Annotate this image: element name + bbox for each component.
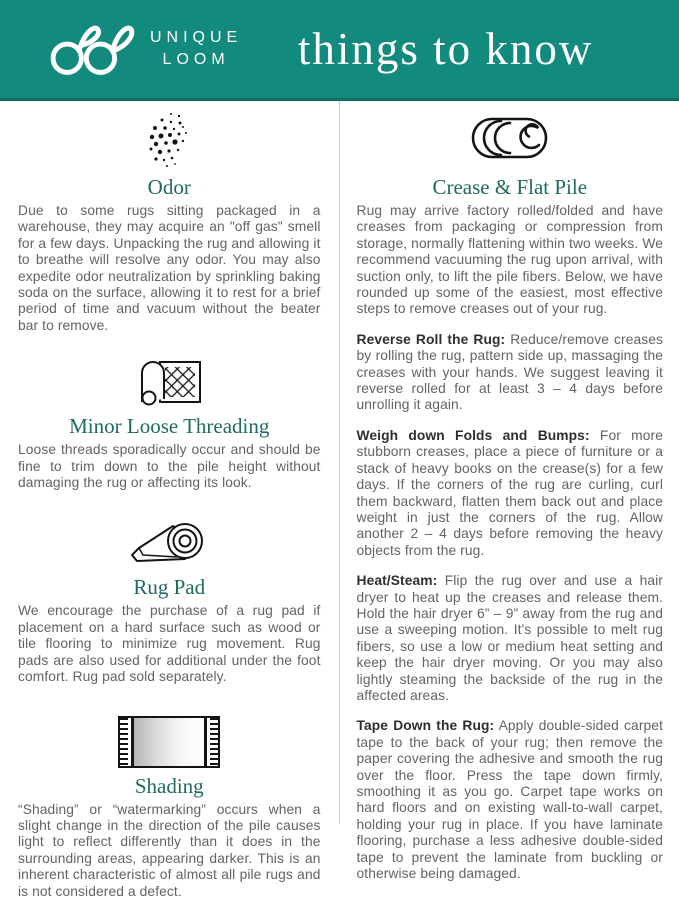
- section-body-shading: “Shading” or “watermarking” occurs when a slight change in the direction of the pile causes light to reflect differently than it does in the surrounding areas, appearing darker. This is an inherent characteristic of almost all pile rugs and is not considered a defect.: [18, 802, 321, 900]
- tip-weigh-down: [357, 428, 664, 559]
- section-rug-pad: [18, 513, 321, 685]
- section-title-crease: Crease & Flat Pile: [357, 175, 664, 200]
- rug-pad-roll-icon: [18, 513, 321, 569]
- section-title-shading: Shading: [18, 774, 321, 799]
- section-crease-flat-pile: [357, 107, 664, 882]
- section-title-threading: Minor Loose Threading: [18, 414, 321, 439]
- tip-reverse-roll: [357, 332, 664, 414]
- section-body-threading: Loose threads sporadically occur and should be fine to trim down to the pile height without damaging the rug or affecting its look.: [18, 442, 321, 491]
- rug-shade-gradient: [134, 718, 204, 766]
- tip-label: Tape Down the Rug:: [357, 718, 495, 733]
- section-odor: [18, 107, 321, 334]
- section-body-odor: Due to some rugs sitting packaged in a warehouse, they may acquire an "off gas" smell for a few days. Unpacking the rug and allowing it to breathe will resolve any odor. You may also expedite odor neutralization by sprinkling baking soda on the surface, allowing it to rest for a brief period of time and vacuum without the beater bar to remove.: [18, 203, 321, 334]
- section-intro-crease: Rug may arrive factory rolled/folded and have creases from packaging or compression from storage, normally flattening within two weeks. We recommend vacuuming the rug upon arrival, with suction only, to lift the pile fibers. Below, we have rounded up some of the easiest, most effective steps to remove creases out of your rug.: [357, 203, 664, 318]
- section-shading: [18, 710, 321, 900]
- right-column: [340, 101, 679, 824]
- loom-loops-icon: [46, 21, 138, 77]
- shaded-rug-icon: [18, 710, 321, 768]
- tip-label: Weigh down Folds and Bumps:: [357, 428, 590, 443]
- tip-text: Apply double-sided carpet tape to the back of your rug; then remove the paper covering the adhesive and smooth the rug over the floor. Press the tape down firmly, smoothing it as you go. Carpet tape works on hard floors and on existing wall-to-wall carpet, holding your rug in place. If you have laminate flooring, purchase a less adhesive double-sided tape to prevent the laminate from buckling or otherwise being damaged.: [357, 718, 664, 881]
- tip-text: For more stubborn creases, place a piece of furniture or a stack of heavy books on the crease(s) for a few days. If the corners of the rug are curling, curl them backward, flatten them back out and place weight in just the corners of the rug. Allow another 2 – 4 days before removing the heavy objects from the rug.: [357, 428, 664, 558]
- odor-dots-icon: [18, 107, 321, 169]
- brand-line-2: LOOM: [150, 49, 242, 71]
- section-body-rug-pad: We encourage the purchase of a rug pad if placement on a hard surface such as wood or tile flooring to minimize rug movement. Rug pads are also used for additional under the foot comfort. Rug pad sold separately.: [18, 603, 321, 685]
- section-minor-loose-threading: [18, 350, 321, 491]
- section-title-rug-pad: Rug Pad: [18, 575, 321, 600]
- brand-name: [150, 27, 242, 70]
- unique-loom-logo: [46, 21, 242, 77]
- content-columns: [0, 101, 679, 824]
- rolled-rug-crosshatch-icon: [18, 350, 321, 408]
- rug-fringe-left: [120, 718, 128, 766]
- tip-text: Reduce/remove creases by rolling the rug, pattern side up, massaging the creases with your hands. We suggest leaving it reverse rolled for at least 3 – 4 days before unrolling it again.: [357, 332, 664, 413]
- section-title-odor: Odor: [18, 175, 321, 200]
- tip-label: Heat/Steam:: [357, 573, 438, 588]
- tip-tape-down: [357, 718, 664, 882]
- page-title: things to know: [242, 23, 655, 75]
- rug-fringe-right: [210, 718, 218, 766]
- tip-heat-steam: [357, 573, 664, 704]
- brand-line-1: UNIQUE: [150, 27, 242, 49]
- brand-header: [0, 0, 679, 101]
- tip-text: Flip the rug over and use a hair dryer to heat up the creases and release them. Hold the hair dryer 6” – 9” away from the rug and use a sweeping motion. It's possible to melt rug fibers, so use a low or medium heat setting and keep the hair dryer moving. Or you may also lightly steaming the backside of the rug in the affected areas.: [357, 573, 664, 703]
- left-column: [0, 101, 340, 824]
- tip-label: Reverse Roll the Rug:: [357, 332, 506, 347]
- rolled-rug-spiral-icon: [357, 107, 664, 169]
